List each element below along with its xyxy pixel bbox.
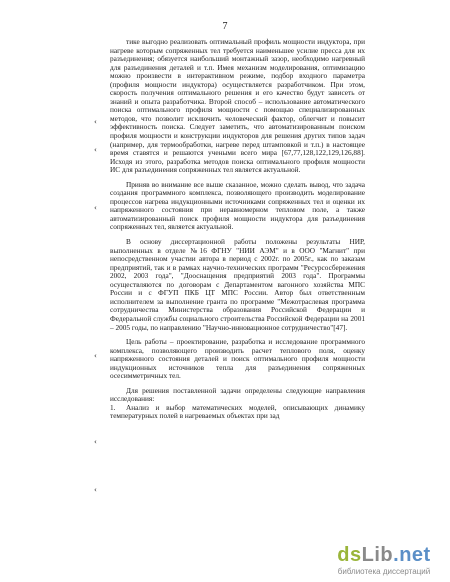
- margin-mark: ‹: [94, 486, 97, 494]
- margin-mark: ‹: [94, 352, 97, 360]
- margin-mark: ‹: [94, 146, 97, 154]
- list-item-number: 1.: [110, 402, 116, 412]
- paragraph-intro: тике выгодно реализовать оптимальный профиль мощности индуктора, при нагреве которым сопряженных тел требуется наименьшее усилие пресса для их разъединения; обязуется наибольший монтажный зазор, необходимо нагревный для разъединения деталей и т.п. Имея механизм моделирования, оптимизацию можно произвести в интерактивном режиме, подбор входного параметра (профиля мощности индуктора) осуществляется разработчиком. При этом, скорость получения оптимального решения и его качество будут зависеть от знаний и опыта разработчика. Второй способ – использование автоматического поиска оптимального профиля мощности с помощью специализированных методов, что позволит исключить человеческий фактор, облегчит и повысит эффективность поиска. Следует заметить, что автоматизированным поиском профиля мощности и конструкции индукторов для решения других типов задач (например, для термообработки, нагреве перед штамповкой и т.п.) в настоящее время ставятся и решаются учеными всего мира [67,77,128,122,129,126,88]. Исходя из этого, разработка методов поиска оптимального профиля мощности ИС для разъединения сопряженных тел является актуальной.: [110, 37, 365, 175]
- paragraph-directions: Для решения поставленной задачи определены следующие направления исследования:: [110, 385, 365, 404]
- list-item-text: Анализ и выбор математических моделей, описывающих динамику температурных полей в нагреваемых объектах при зад: [110, 402, 365, 421]
- paragraph-conclusion: Приняв во внимание все выше сказанное, можно сделать вывод, что задача создания программного комплекса, позволяющего производить моделирование процессов нагрева индукционными источниками сопряженных тел и оценки их напряженного состояния при неравномерном тепловом поле, а также автоматизированный поиск профиля мощности индуктора для разъединения сопряженных тел, является актуальной.: [110, 179, 365, 232]
- watermark: [324, 544, 444, 578]
- margin-mark: ‹: [94, 204, 97, 212]
- paragraph-goal: Цель работы – проектирование, разработка и исследование программного комплекса, позволяющего производить расчет теплового поля, оценку напряженного состояния деталей и поиск оптимального профиля мощности индукционных источников тепла для разъединения сопряженных осесимметричных тел.: [110, 337, 365, 381]
- watermark-tagline: библиотека диссертаций: [337, 567, 431, 576]
- watermark-logo: dsLib.net: [337, 544, 431, 566]
- margin-mark: ‹: [94, 438, 97, 446]
- document-body: [110, 38, 365, 421]
- list-item: [110, 404, 365, 421]
- paragraph-basis: В основу диссертационной работы положены результаты НИР, выполненных в отделе №16 ФГНУ "НИИ АЭМ" и в ООО "Магнит" при непосредственном участии автора в период с 2002г. по 2005г., как по заказам предприятий, так и в рамках научно-технических программ "Ресурсосбережения 2002, 2003 года", "Дооснащения предприятий 2003 года". Программы осуществляются по договорам с Департаментом вагонного хозяйства МПС России и с ФГУП ПКБ ЦТ МПС России. Автор был ответственным исполнителем за выполнение гранта по программе "Межотраслевая программа сотрудничества Министерства образования Российской Федерации и Федеральной службы социального строительства Российской Федерации на 2001 – 2005 годы, по направлению "Научно-инновационное сотрудничество"[47].: [110, 237, 365, 332]
- margin-mark: ‹: [94, 118, 97, 126]
- page-number: 7: [222, 21, 228, 32]
